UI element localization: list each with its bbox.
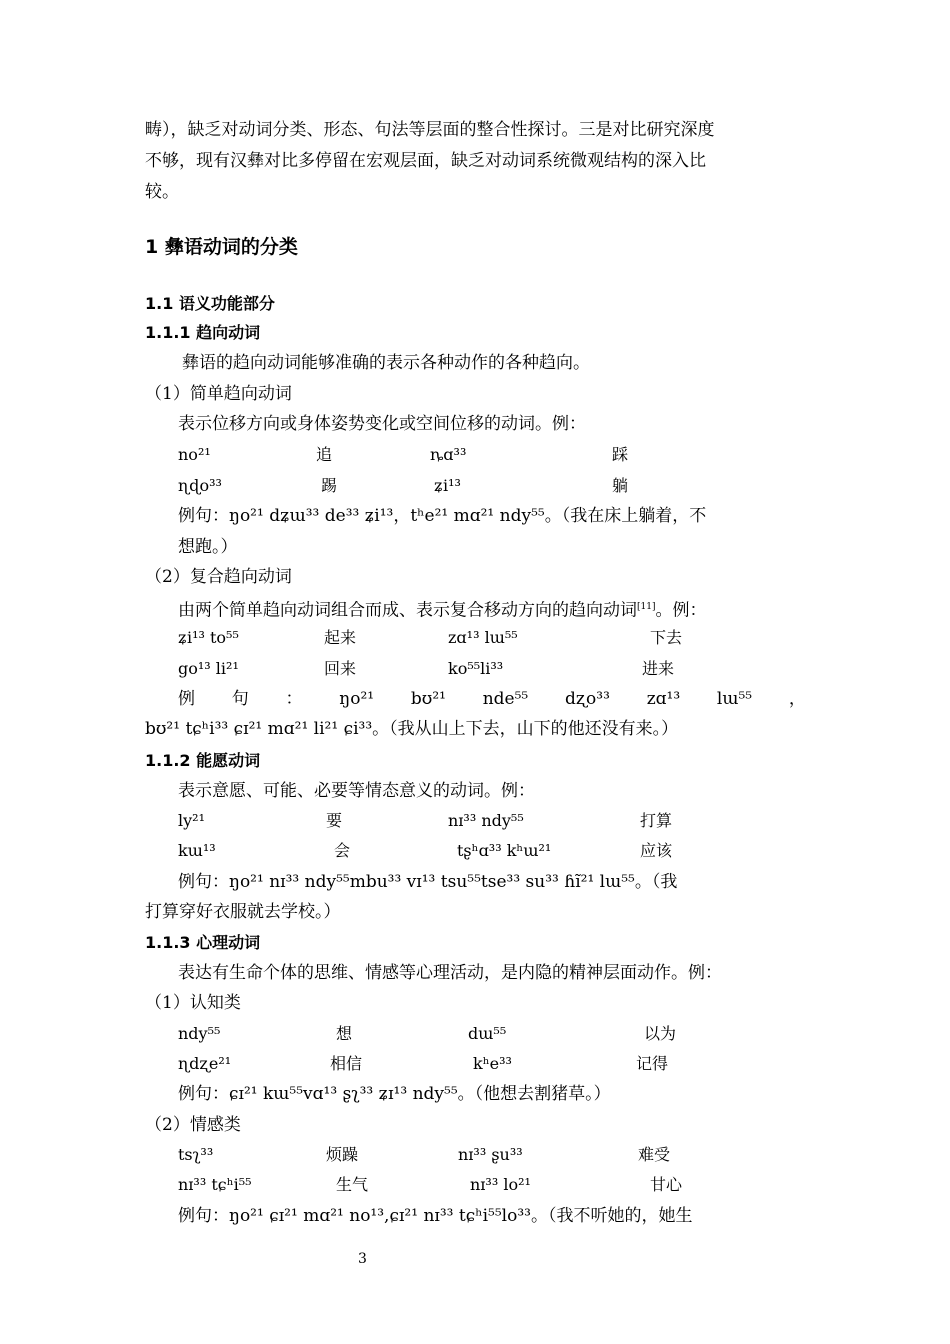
ipa-word: ɳɖo³³: [178, 476, 222, 495]
subsection-label: （2）复合趋向动词: [145, 567, 292, 587]
example-sentence: 例句：ŋo²¹ nɪ³³ ndy⁵⁵mbu³³ vɪ¹³ tsu⁵⁵tse³³ su³³ ɦĩ²¹ lɯ⁵⁵。（我: [178, 872, 678, 892]
example-token: 句: [231, 689, 249, 709]
page-number: 3: [358, 1251, 367, 1267]
example-token: ：: [285, 689, 303, 709]
subsection-label: （2）情感类: [145, 1115, 241, 1135]
paragraph: 彝语的趋向动词能够准确的表示各种动作的各种趋向。: [182, 353, 590, 373]
example-sentence: 例句：ŋo²¹ dʑɯ³³ de³³ ʑi¹³，tʰe²¹ mɑ²¹ ndy⁵⁵。（我在床上躺着，不: [178, 506, 707, 526]
gloss-word: 起来: [324, 628, 357, 647]
example-sentence: bʊ²¹ tɕʰi³³ ɕɪ²¹ mɑ²¹ li²¹ ɕi³³。（我从山上下去，山下的他还没有来。）: [145, 719, 679, 739]
ipa-word: nɪ³³ ndy⁵⁵: [448, 811, 524, 830]
ipa-word: tsʅ³³: [178, 1145, 214, 1164]
ipa-word: nɪ³³ tɕʰi⁵⁵: [178, 1175, 252, 1194]
gloss-word: 躺: [612, 476, 629, 495]
example-token: nde⁵⁵: [482, 689, 529, 709]
gloss-word: 以为: [644, 1024, 677, 1043]
paragraph: 表示位移方向或身体姿势变化或空间位移的动词。例：: [178, 414, 586, 434]
gloss-word: 踩: [612, 445, 629, 464]
ipa-word: ɳdʐe²¹: [178, 1054, 232, 1073]
ipa-word: no²¹: [178, 445, 211, 464]
paragraph: 表达有生命个体的思维、情感等心理活动，是内隐的精神层面动作。例：: [178, 963, 722, 983]
gloss-word: 下去: [650, 628, 683, 647]
subsection-label: （1）认知类: [145, 993, 241, 1013]
example-token: ŋo²¹: [339, 689, 375, 709]
section-heading-1-1-1: 1.1.1 趋向动词: [145, 323, 261, 342]
example-token: zɑ¹³: [646, 689, 681, 709]
intro-line-1: 畴），缺乏对动词分类、形态、句法等层面的整合性探讨。三是对比研究深度: [145, 120, 715, 140]
gloss-word: 相信: [330, 1054, 363, 1073]
gloss-word: 回来: [324, 659, 357, 678]
gloss-word: 应该: [640, 841, 673, 860]
intro-line-2: 不够，现有汉彝对比多停留在宏观层面，缺乏对动词系统微观结构的深入比: [145, 151, 706, 171]
ipa-word: kɯ¹³: [178, 841, 216, 860]
example-sentence: 打算穿好衣服就去学校。）: [145, 902, 341, 922]
example-sentence: 想跑。）: [178, 537, 238, 557]
gloss-word: 想: [336, 1024, 353, 1043]
subsection-label: （1）简单趋向动词: [145, 384, 292, 404]
example-token: lɯ⁵⁵: [716, 689, 753, 709]
ipa-word: kʰe³³: [473, 1054, 512, 1073]
ipa-word: ko⁵⁵li³³: [448, 659, 504, 678]
ipa-word: go¹³ li²¹: [178, 659, 239, 678]
paragraph-text: 。例：: [655, 600, 707, 621]
gloss-word: 踢: [321, 476, 338, 495]
section-heading-1: 1 彝语动词的分类: [145, 236, 298, 258]
gloss-word: 打算: [640, 811, 673, 830]
example-token: 例: [178, 689, 195, 709]
ipa-word: ly²¹: [178, 811, 205, 830]
paragraph-text: 由两个简单趋向动词组合而成、表示复合移动方向的趋向动词: [178, 600, 637, 621]
gloss-word: 甘心: [650, 1175, 683, 1194]
ipa-word: ʑi¹³ to⁵⁵: [178, 628, 239, 647]
ipa-word: nɪ³³ lo²¹: [470, 1175, 531, 1194]
gloss-word: 生气: [336, 1175, 369, 1194]
example-token: dʐo³³: [565, 689, 610, 709]
example-token: ，: [788, 689, 806, 709]
ipa-word: zɑ¹³ lɯ⁵⁵: [448, 628, 518, 647]
citation: [11]: [637, 602, 656, 612]
paragraph: [178, 597, 706, 621]
gloss-word: 要: [326, 811, 343, 830]
ipa-word: dɯ⁵⁵: [468, 1024, 507, 1043]
paragraph: 表示意愿、可能、必要等情态意义的动词。例：: [178, 781, 535, 801]
example-sentence: 例句：ŋo²¹ ɕɪ²¹ mɑ²¹ no¹³,ɕɪ²¹ nɪ³³ tɕʰi⁵⁵lo³³。（我不听她的，她生: [178, 1206, 693, 1226]
example-sentence: [178, 689, 806, 709]
ipa-word: ʑi¹³: [434, 476, 461, 495]
section-heading-1-1: 1.1 语义功能部分: [145, 294, 275, 313]
gloss-word: 进来: [642, 659, 675, 678]
example-token: bʊ²¹: [410, 689, 446, 709]
gloss-word: 记得: [636, 1054, 669, 1073]
gloss-word: 难受: [638, 1145, 671, 1164]
intro-line-3: 较。: [145, 182, 179, 202]
ipa-word: ndy⁵⁵: [178, 1024, 221, 1043]
ipa-word: tʂʰɑ³³ kʰɯ²¹: [457, 841, 552, 860]
ipa-word: nɪ³³ ʂu³³: [458, 1145, 523, 1164]
gloss-word: 会: [334, 841, 351, 860]
gloss-word: 追: [316, 445, 333, 464]
gloss-word: 烦躁: [326, 1145, 359, 1164]
section-heading-1-1-2: 1.1.2 能愿动词: [145, 751, 261, 770]
section-heading-1-1-3: 1.1.3 心理动词: [145, 933, 261, 952]
ipa-word: ȵɑ³³: [430, 445, 467, 464]
example-sentence: 例句：ɕɪ²¹ kɯ⁵⁵vɑ¹³ ʂʅ³³ ʑɪ¹³ ndy⁵⁵。（他想去割猪草。）: [178, 1084, 611, 1104]
